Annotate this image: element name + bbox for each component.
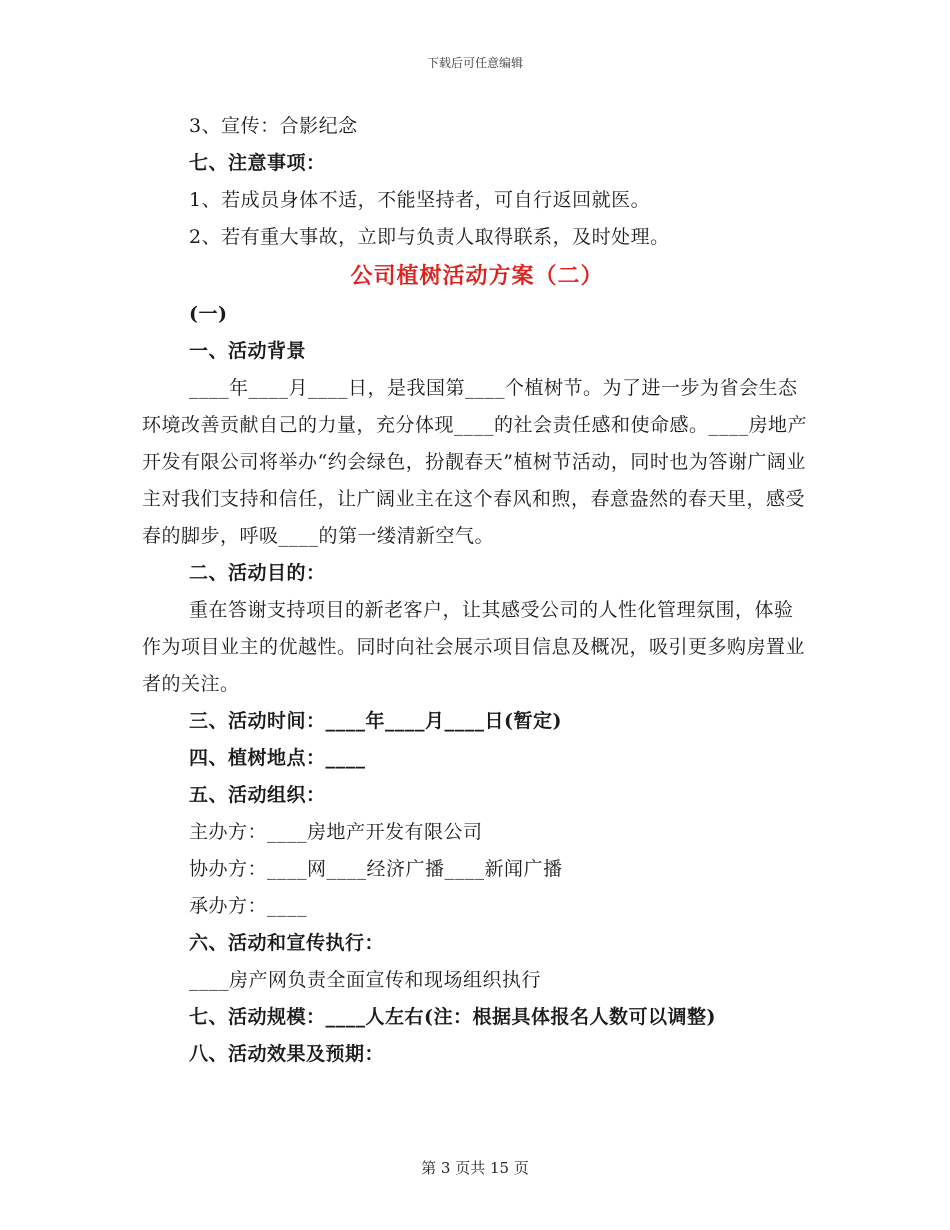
section-heading: 五、活动组织： <box>189 784 326 806</box>
section-heading: 七、注意事项： <box>189 152 326 174</box>
text-line: 承办方：____ <box>189 895 308 917</box>
text-line: 协办方：____网____经济广播____新闻广播 <box>189 858 563 880</box>
section-heading: 六、活动和宣传执行： <box>189 932 385 954</box>
document-title: 公司植树活动方案（二） <box>350 263 604 289</box>
text-line: 1、若成员身体不适，不能坚持者，可自行返回就医。 <box>189 189 651 211</box>
section-heading: 四、植树地点：____ <box>189 747 366 769</box>
section-heading: 七、活动规模：____人左右(注：根据具体报名人数可以调整) <box>189 1006 716 1028</box>
page-footer: 第 3 页共 15 页 <box>421 1159 529 1177</box>
page-header: 下载后可任意编辑 <box>426 56 523 70</box>
paragraph-purpose: 重在答谢支持项目的新老客户，让其感受公司的人性化管理氛围，体验作为项目业主的优越性。同时向社会展示项目信息及概况，吸引更多购房置业者的关注。 <box>142 599 806 695</box>
text-line: 3、宣传：合影纪念 <box>189 115 358 137</box>
text-line: 主办方：____房地产开发有限公司 <box>189 821 483 843</box>
section-heading: 二、活动目的： <box>189 562 326 584</box>
section-heading: (一) <box>189 303 228 325</box>
section-heading: 八、活动效果及预期： <box>189 1043 385 1065</box>
document-body <box>142 108 812 1073</box>
text-line: ____房产网负责全面宣传和现场组织执行 <box>189 969 542 991</box>
paragraph-background: ____年____月____日，是我国第____个植树节。为了进一步为省会生态环境改善贡献自己的力量，充分体现____的社会责任感和使命感。____房地产开发有限公司将举办“约会绿色，扮靓春天”植树节活动，同时也为答谢广阔业主对我们支持和信任，让广阔业主在这个春风和煦，春意盎然的春天里，感受春的脚步，呼吸____的第一缕清新空气。 <box>142 377 808 547</box>
section-heading: 三、活动时间：____年____月____日(暂定) <box>189 710 562 732</box>
text-line: 2、若有重大事故，立即与负责人取得联系，及时处理。 <box>189 226 670 248</box>
section-heading: 一、活动背景 <box>189 340 307 362</box>
